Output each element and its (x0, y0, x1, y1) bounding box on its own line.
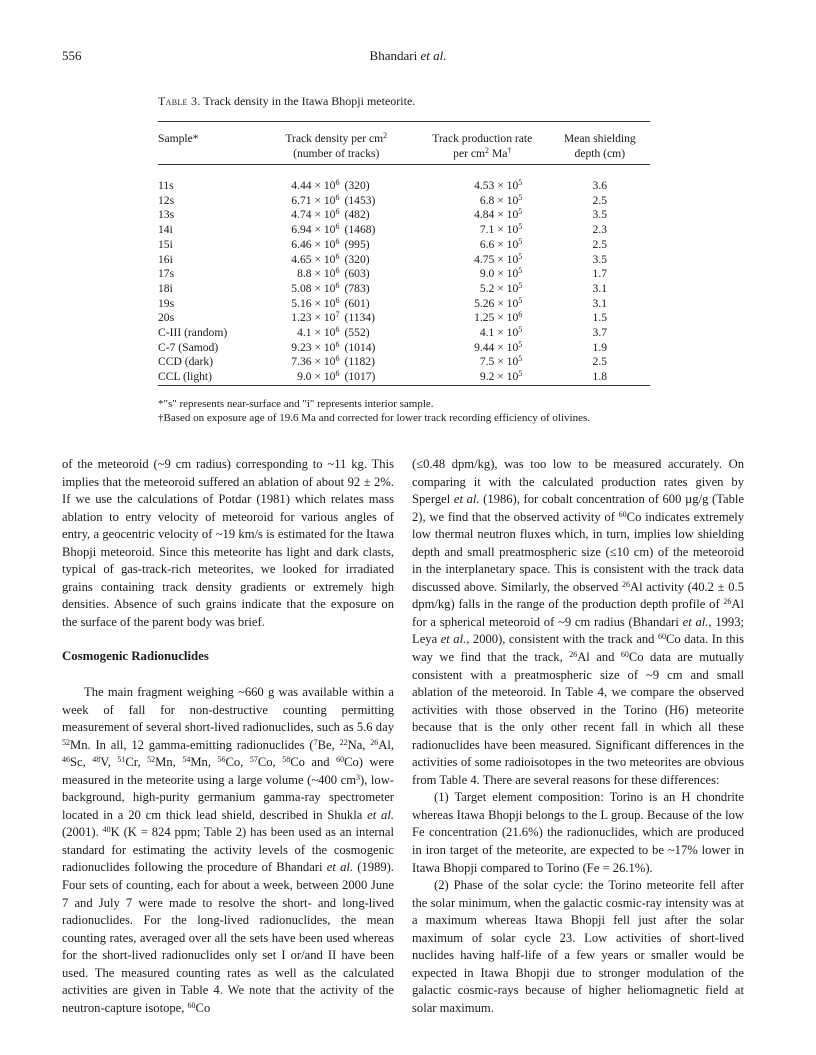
track-count: (552) (344, 326, 370, 340)
track-count: (601) (344, 296, 370, 310)
cell-production-rate: $6.6 \times 10^5$ (479, 236, 523, 251)
track-density-value: $4.1 \times 10^6$ (297, 325, 340, 340)
cell-sample: 17s (158, 267, 175, 281)
body-column-right (412, 456, 744, 1018)
cell-shielding-depth: 2.5 (592, 237, 608, 251)
track-density-value: $6.46 \times 10^6$ (291, 236, 340, 251)
body-column-left (62, 456, 394, 1017)
cell-shielding-depth: 2.5 (592, 193, 608, 207)
table-footnote-exposure: †Based on exposure age of 19.6 Ma and corrected for lower track recording efficiency of olivines. (158, 412, 590, 424)
table-row (158, 194, 650, 209)
cell-sample: 18i (158, 281, 173, 295)
track-count: (995) (344, 237, 370, 251)
track-density-value: $8.8 \times 10^6$ (297, 266, 340, 281)
running-head: Bhandari et al. (369, 48, 447, 63)
cell-sample: 12s (158, 193, 175, 207)
cell-production-rate: $4.75 \times 10^5$ (474, 251, 523, 266)
cell-sample: 16i (158, 252, 173, 266)
cell-track-density (267, 267, 415, 282)
cell-production-rate: $9.0 \times 10^5$ (479, 266, 523, 281)
paragraph-right-3: (2) Phase of the solar cycle: the Torino meteorite fell after the solar minimum, when the galactic cosmic-ray intensity was at a maximum whereas Itawa Bhopji fell just after the solar maximum of solar cycle 23. Low activities of short-lived nuclides having half-life of a few years or smaller would be expected in Itawa Bhopji due to stronger modulation of the galactic cosmic-rays because of higher heliomagnetic field at solar maximum. (412, 878, 744, 1015)
table-row (158, 341, 650, 356)
track-density-value: $7.36 \times 10^6$ (291, 354, 340, 369)
col-header-track-density: Track density per $cm^2$ (number of tracks) (285, 131, 388, 160)
cell-shielding-depth: 1.5 (592, 311, 608, 325)
table-row (158, 208, 650, 223)
cell-track-density (267, 179, 415, 194)
cell-shielding-depth: 1.8 (592, 370, 608, 384)
cell-sample: C-7 (Samod) (158, 340, 219, 354)
track-density-value: $9.23 \times 10^6$ (291, 339, 340, 354)
cell-track-density (267, 311, 415, 326)
track-count: (320) (344, 252, 370, 266)
table-bottom-rule (158, 385, 650, 386)
table-row (158, 326, 650, 341)
cell-track-density (267, 194, 415, 209)
col-header-production-rate: Track production rate per $cm^2$ Ma† (432, 132, 533, 160)
cell-sample: 20s (158, 311, 175, 325)
track-density-value: $5.08 \times 10^6$ (291, 280, 340, 295)
cell-track-density (267, 223, 415, 238)
cell-production-rate: $5.26 \times 10^5$ (474, 295, 523, 310)
track-count: (603) (344, 267, 370, 281)
cell-sample: C-III (random) (158, 326, 228, 340)
page-number: 556 (62, 48, 82, 63)
running-head-authors: Bhandari (369, 48, 418, 63)
cell-shielding-depth: 1.9 (592, 340, 608, 354)
cell-sample: 14i (158, 223, 173, 237)
cell-production-rate: $7.5 \times 10^5$ (479, 354, 523, 369)
cell-production-rate: $9.44 \times 10^5$ (474, 339, 523, 354)
track-count: (1453) (344, 193, 376, 207)
track-density-value: $9.0 \times 10^6$ (297, 369, 340, 384)
cell-track-density (267, 253, 415, 268)
track-density-value: $5.16 \times 10^6$ (291, 295, 340, 310)
track-density-value: $4.65 \times 10^6$ (291, 251, 340, 266)
cell-track-density (267, 297, 415, 312)
cell-production-rate: $5.2 \times 10^5$ (479, 280, 523, 295)
cell-shielding-depth: 2.5 (592, 355, 608, 369)
cell-shielding-depth: 3.1 (592, 296, 608, 310)
table-row (158, 267, 650, 282)
cell-track-density (267, 370, 415, 385)
cell-production-rate: $4.84 \times 10^5$ (474, 207, 523, 222)
col-header-shielding-depth: Mean shielding depth (cm) (563, 132, 636, 160)
track-density-value: $4.74 \times 10^6$ (291, 207, 340, 222)
track-density-value: $1.23 \times 10^7$ (291, 310, 340, 325)
paragraph-left-1: of the meteoroid (~9 cm radius) corresponding to ~11 kg. This implies that the meteoroid suffered an ablation of about 92 ± 2%. If we use the calculations of Potdar (1981) which relates mass ablation to entry velocity of meteoroid for various angles of entry, a geocentric velocity of ~19 km/s is estimated for the Itawa Bhopji meteoroid. Since this meteorite has light and dark clasts, typical of gas-track-rich meteorites, we looked for irradiated grains containing track density gradients or extremely high densities. Absence of such grains indicate that the exposure on the surface of the parent body was brief. (62, 457, 394, 629)
col-header-sample: Sample* (158, 132, 199, 145)
table-caption-label: Table 3. (158, 94, 201, 108)
table-footnote-sample: *"s" represents near-surface and "i" represents interior sample. (158, 398, 434, 410)
cell-sample: 13s (158, 208, 175, 222)
track-count: (783) (344, 281, 370, 295)
table-row (158, 282, 650, 297)
cell-production-rate: $4.53 \times 10^5$ (474, 178, 523, 192)
table-header-row (158, 131, 650, 161)
cell-shielding-depth: 2.3 (592, 223, 608, 237)
cell-track-density (267, 326, 415, 341)
cell-shielding-depth: 3.6 (592, 179, 608, 192)
track-count: (320) (344, 179, 370, 192)
cell-track-density (267, 208, 415, 223)
track-count: (1014) (344, 340, 376, 354)
paragraph-left-2: The main fragment weighing ~660 g was available within a week of fall for non-destructive counting permitting measurement of several short-lived radionuclides, such as 5.6 day $^{52}$Mn. In all, 12 gamma-emitting radionuclides ($^7$Be, $^{22}$Na, $^{26}$Al, $^{46}$Sc, $^{48}$V, $^{51}$Cr, $^{52}$Mn, $^{54}$Mn, $^{56}$Co, $^{57}$Co, $^{58}$Co and $^{60}$Co) were measured in the meteorite using a large volume (~400 $cm^3$), low-background, high-purity germanium gamma-ray spectrometer located in a 20 cm thick lead shield, described in Shukla et al. (2001). $^{40}$K (K = 824 ppm; Table 2) has been used as an internal standard for estimating the activity levels of the cosmogenic radionuclides following the procedure of Bhandari et al. (1989). Four sets of counting, each for about a week, between 2000 June 7 and July 7 were made to resolve the short- and long-lived radionuclides. For the long-lived radionuclides, the mean counting rates, averaged over all the sets have been used whereas for the short-lived radionuclides only set I or/and II have been used. The measured counting rates as well as the calculated activities are given in Table 4. We note that the activity of the neutron-capture isotope, $^{60}$Co (62, 685, 395, 1015)
section-heading: Cosmogenic Radionuclides (62, 649, 209, 664)
track-density-value: $6.71 \times 10^6$ (291, 192, 340, 207)
track-density-value: $4.44 \times 10^6$ (291, 178, 340, 192)
cell-track-density (267, 238, 415, 253)
cell-production-rate: $7.1 \times 10^5$ (479, 222, 523, 237)
track-density-value: $6.94 \times 10^6$ (291, 222, 340, 237)
track-count: (482) (344, 208, 370, 222)
table-caption (158, 94, 415, 109)
cell-production-rate: $4.1 \times 10^5$ (479, 325, 523, 340)
cell-production-rate: $6.8 \times 10^5$ (479, 192, 523, 207)
cell-shielding-depth: 1.7 (592, 267, 608, 281)
cell-sample: 11s (158, 179, 174, 192)
table-row (158, 355, 650, 370)
cell-production-rate: $9.2 \times 10^5$ (479, 369, 523, 384)
track-count: (1017) (344, 370, 376, 384)
track-count: (1468) (344, 223, 376, 237)
cell-track-density (267, 355, 415, 370)
cell-track-density (267, 282, 415, 297)
cell-track-density (267, 341, 415, 356)
table-row (158, 238, 650, 253)
cell-shielding-depth: 3.5 (592, 252, 608, 266)
table-top-rule (158, 121, 650, 122)
cell-sample: 15i (158, 237, 173, 251)
cell-shielding-depth: 3.7 (592, 326, 608, 340)
cell-sample: CCD (dark) (158, 355, 214, 369)
paragraph-right-2: (1) Target element composition: Torino is an H chondrite whereas Itawa Bhopji belongs to the L group. Because of the low Fe concentration (21.6%) the radionuclides, which are produced in iron target of the meteorite, are expected to be ~17% lower in Itawa Bhopji compared to Torino (Fe = 26.1%). (412, 790, 744, 875)
cell-sample: CCL (light) (158, 370, 212, 384)
cell-shielding-depth: 3.1 (592, 281, 608, 295)
track-density-table (158, 131, 650, 385)
table-body (158, 179, 650, 385)
cell-shielding-depth: 3.5 (592, 208, 608, 222)
table-row (158, 253, 650, 268)
track-count: (1134) (344, 311, 375, 325)
table-caption-text: Track density in the Itawa Bhopji meteorite. (203, 94, 416, 108)
table-row (158, 370, 650, 385)
table-row (158, 179, 650, 194)
table-row (158, 297, 650, 312)
table-row (158, 311, 650, 326)
paragraph-right-1: (≤0.48 dpm/kg), was too low to be measured accurately. On comparing it with the calculated production rates given by Spergel et al. (1986), for cobalt concentration of 600 µg/g (Table 2), we find that the observed activity of $^{60}$Co indicates extremely low thermal neutron fluxes which, in turn, implies low shielding depth and small preatmospheric size (≤10 cm) of the meteoroid in the interplanetary space. This is consistent with the track data discussed above. Similarly, the observed $^{26}$Al activity (40.2 ± 0.5 dpm/kg) falls in the range of the production depth profile of $^{26}$Al for a spherical meteoroid of ~9 cm radius (Bhandari et al., 1993; Leya et al., 2000), consistent with the track and $^{60}$Co data. In this way we find that the track, $^{26}$Al and $^{60}$Co data are mutually consistent with a preatmospheric size of ~9 cm and small ablation of the meteoroid. In Table 4, we compare the observed activities with those observed in the Torino (H6) meteorite because that is the only other recent fall in which all these radionuclides have been measured. Significant differences in the activities of some radioisotopes in the two meteorites are obvious from Table 4. There are several reasons for these differences: (412, 457, 745, 787)
cell-sample: 19s (158, 296, 175, 310)
table-row (158, 223, 650, 238)
track-count: (1182) (344, 355, 375, 369)
cell-production-rate: $1.25 \times 10^6$ (474, 310, 523, 325)
